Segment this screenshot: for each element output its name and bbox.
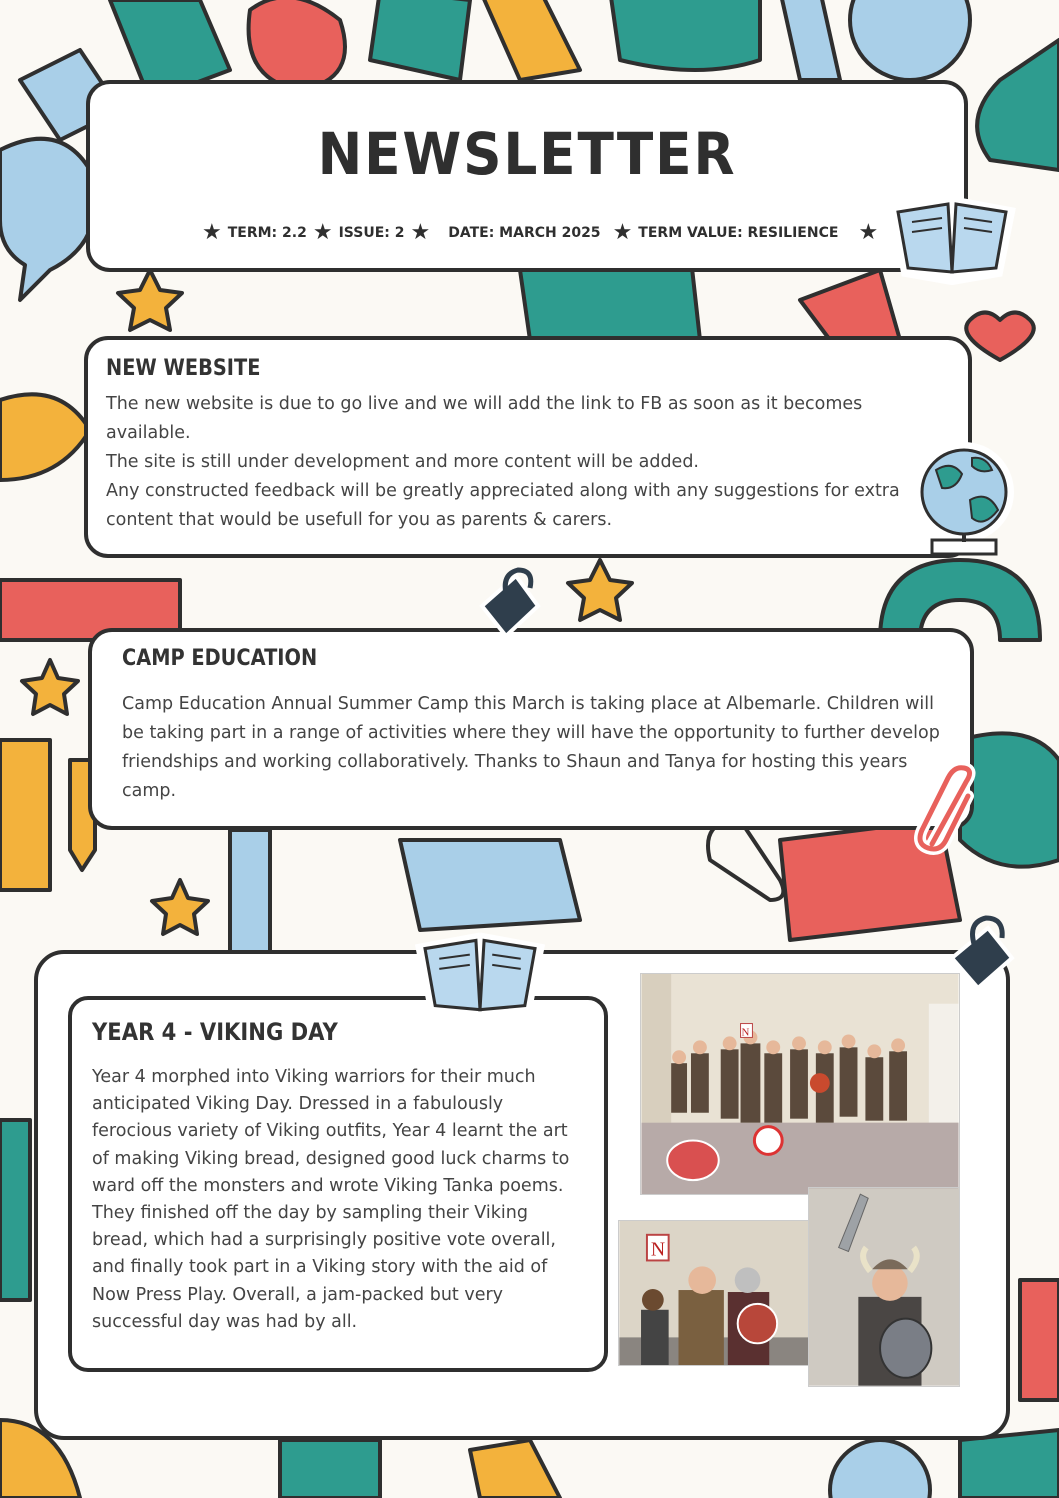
binder-clip-icon	[944, 914, 1020, 992]
book-doodle-mid	[400, 840, 580, 930]
term-label: TERM: 2.2	[227, 225, 307, 241]
open-book-icon	[412, 918, 548, 1028]
viking-group-photo	[640, 973, 960, 1195]
camp-education-card	[88, 628, 974, 830]
meta-row	[202, 220, 879, 246]
star-icon: ★	[312, 220, 333, 245]
flask-doodle-bottom	[960, 1430, 1059, 1498]
paragraph: The new website is due to go live and we will add the link to FB as soon as it becomes available.	[106, 394, 863, 443]
paragraph: Year 4 morphed into Viking warriors for their much anticipated Viking Day. Dressed in a fabulously ferocious variety of Viking outfits, Year 4 learnt the art of making Viking bread, designed good luck charms to ward off the monsters and wrote Viking Tanka poems. They finished off the day by sampling their Viking bread, which had a surprisingly positive vote overall, and finally took part in a Viking story with the aid of Now Press Play. Overall, a jam-packed but very successful day was had by all.	[92, 1067, 570, 1332]
viking-warriors-photo	[618, 1220, 812, 1366]
star-icon: ★	[410, 220, 431, 245]
section-title: CAMP EDUCATION	[122, 646, 318, 671]
page-title: NEWSLETTER	[317, 120, 737, 188]
section-title: YEAR 4 - VIKING DAY	[92, 1018, 338, 1046]
star-icon: ★	[202, 220, 222, 245]
section-title: NEW WEBSITE	[106, 356, 261, 381]
calculator-doodle	[0, 740, 50, 890]
section-body	[106, 390, 906, 535]
viking-sword-photo	[808, 1187, 960, 1387]
backpack-doodle-bottom	[280, 1440, 380, 1498]
bag-doodle-top	[610, 0, 760, 70]
paragraph: The site is still under development and more content will be added.	[106, 452, 699, 472]
sign-letter: N	[741, 1026, 750, 1039]
paragraph: Any constructed feedback will be greatly appreciated along with any suggestions for extra content that would be usefull for you as parents & carers.	[106, 481, 900, 530]
section-body	[92, 1064, 578, 1336]
pen-doodle-mid	[230, 830, 270, 960]
star-icon: ★	[612, 220, 633, 245]
open-book-icon	[888, 182, 1016, 290]
new-website-card	[84, 336, 972, 558]
issue-label: ISSUE: 2	[338, 225, 405, 241]
binder-clip-icon	[476, 566, 544, 642]
paperclip-icon	[912, 764, 988, 860]
sign-letter: N	[650, 1238, 666, 1261]
section-body	[122, 690, 952, 806]
header-card	[86, 80, 968, 272]
term-value-label: TERM VALUE: RESILIENCE	[638, 225, 839, 241]
date-label: DATE: MARCH 2025	[448, 225, 601, 241]
star-icon: ★	[858, 220, 879, 245]
paragraph: Camp Education Annual Summer Camp this March is taking place at Albemarle. Children will be taking part in a range of activities where they will have the opportunity to further develop friendships and working collaboratively. Thanks to Shaun and Tanya for hosting this years camp.	[122, 694, 940, 801]
globe-icon	[912, 430, 1022, 580]
viking-text-card	[68, 996, 608, 1372]
backpack-doodle-left	[0, 1120, 30, 1300]
glue-doodle-bottom-right	[1020, 1280, 1059, 1400]
